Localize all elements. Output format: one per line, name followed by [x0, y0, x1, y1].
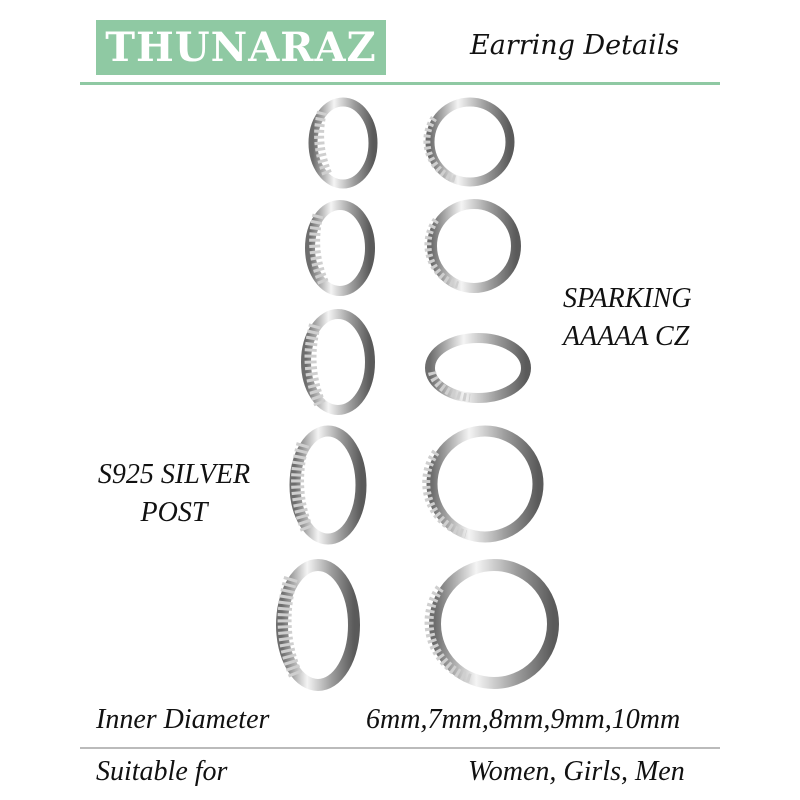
spec-label-suitable-for: Suitable for — [96, 756, 228, 787]
brand-name: THUNARAZ — [105, 24, 377, 71]
silver-callout-line2: POST — [140, 497, 208, 528]
spec-value-inner-diameter: 6mm,7mm,8mm,9mm,10mm — [366, 704, 681, 735]
hoop-front-view-5 — [429, 565, 553, 683]
cz-callout-line2: AAAAA CZ — [563, 321, 690, 352]
spec-divider — [80, 747, 720, 749]
hoop-side-view-5 — [282, 565, 354, 685]
hoop-front-view-1 — [427, 102, 510, 182]
hoop-front-view-2 — [428, 204, 516, 288]
hoop-side-view-2 — [310, 205, 370, 291]
hoop-side-view-1 — [313, 102, 373, 184]
silver-callout — [86, 458, 262, 530]
cz-callout-line1: SPARKING — [563, 283, 692, 314]
hoop-front-view-3 — [430, 338, 526, 398]
spec-value-suitable-for: Women, Girls, Men — [468, 756, 685, 787]
hoop-side-view-4 — [295, 431, 361, 539]
cz-callout — [563, 282, 692, 354]
spec-label-inner-diameter: Inner Diameter — [96, 704, 270, 735]
header-title: Earring Details — [470, 30, 680, 61]
hoop-front-view-4 — [426, 431, 538, 537]
hoop-side-view-3 — [306, 314, 370, 410]
silver-callout-line1: S925 SILVER — [97, 459, 251, 490]
